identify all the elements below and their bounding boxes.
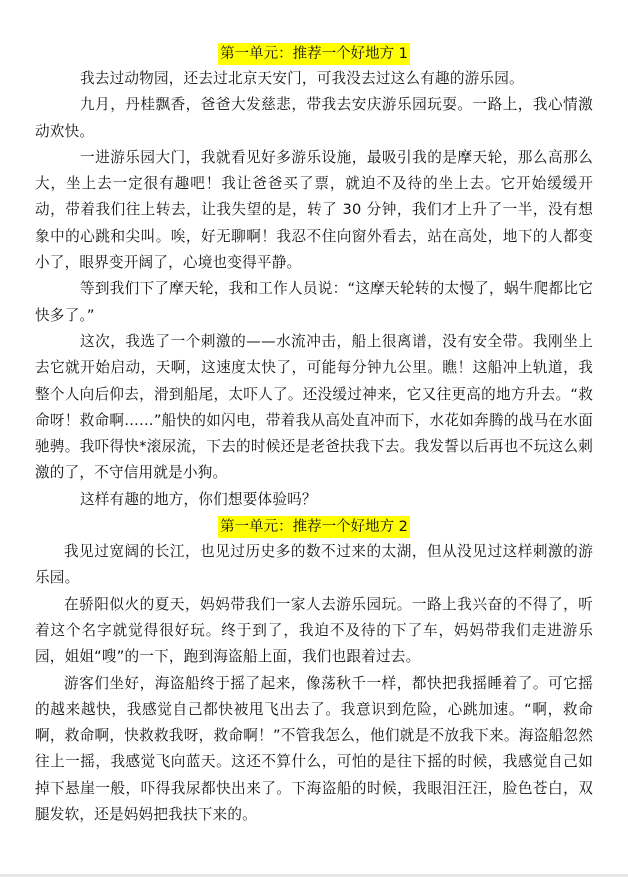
section-title-row bbox=[35, 513, 593, 539]
essay-section-2 bbox=[35, 513, 593, 828]
document-content bbox=[35, 40, 593, 828]
section-title-highlighted: 第一单元：推荐一个好地方 1 bbox=[218, 43, 410, 65]
section-title-highlighted: 第一单元：推荐一个好地方 2 bbox=[218, 516, 410, 538]
paragraph: 等到我们下了摩天轮，我和工作人员说：“这摩天轮转的太慢了，蜗牛爬都比它快多了。” bbox=[35, 280, 593, 324]
paragraph: 在骄阳似火的夏天，妈妈带我们一家人去游乐园玩。一路上我兴奋的不得了，听着这个名字就觉得很好玩。终于到了，我迫不及待的下了车，妈妈带我们走进游乐园，姐姐“嗖”的一下，跑到海盗船上面，我们也跟着过去。 bbox=[35, 595, 593, 666]
paragraph: 游客们坐好，海盗船终于摇了起来，像荡秋千一样，都快把我摇睡着了。可它摇的越来越快，我感觉自己都快被甩飞出去了。我意识到危险，心跳加速。“啊，救命啊，救命啊，快救救我呀，救命啊！”不管我怎么，他们就是不放我下来。海盗船忽然往上一摇，我感觉飞向蓝天。这还不算什么，可怕的是往下摇的时候，我感觉自己如掉下悬崖一般，吓得我尿都快出来了。下海盗船的时候，我眼泪汪汪，脸色苍白，双腿发软，还是妈妈把我扶下来的。 bbox=[35, 674, 593, 824]
essay-section-1 bbox=[35, 40, 593, 513]
paragraph: 九月，丹桂飘香，爸爸大发慈悲，带我去安庆游乐园玩耍。一路上，我心情激动欢快。 bbox=[35, 96, 593, 140]
paragraph: 这次，我选了一个刺激的——水流冲击，船上很离谱，没有安全带。我刚坐上去它就开始启动，天啊，这速度太快了，可能每分钟九公里。瞧！这船冲上轨道，我整个人向后仰去，滑到船尾，太吓人了。还没缓过神来，它又往更高的地方升去。“救命呀！救命啊……”船快的如闪电，带着我从高处直冲而下，水花如奔腾的战马在水面驰骋。我吓得快*滚尿流，下去的时候还是老爸扶我下去。我发誓以后再也不玩这么刺激的了，不守信用就是小狗。 bbox=[35, 332, 593, 482]
paragraph: 这样有趣的地方，你们想要体验吗？ bbox=[80, 490, 317, 508]
paragraph: 一进游乐园大门，我就看见好多游乐设施，最吸引我的是摩天轮，那么高那么大，坐上去一定很有趣吧！我让爸爸买了票，就迫不及待的坐上去。它开始缓缓开动，带着我们往上转去，让我失望的是，转了 30 分钟，我们才上升了一半，没有想象中的心跳和尖叫。唉，好无聊啊！我忍不住向窗外看去，站在高处，地下的人都变小了，眼界变开阔了，心境也变得平静。 bbox=[35, 148, 593, 272]
section-title-row bbox=[35, 40, 593, 66]
paragraph: 我去过动物园，还去过北京天安门，可我没去过这么有趣的游乐园。 bbox=[80, 70, 524, 87]
paragraph: 我见过宽阔的长江，也见过历史多的数不过来的太湖，但从没见过这样刺激的游乐园。 bbox=[35, 543, 593, 587]
